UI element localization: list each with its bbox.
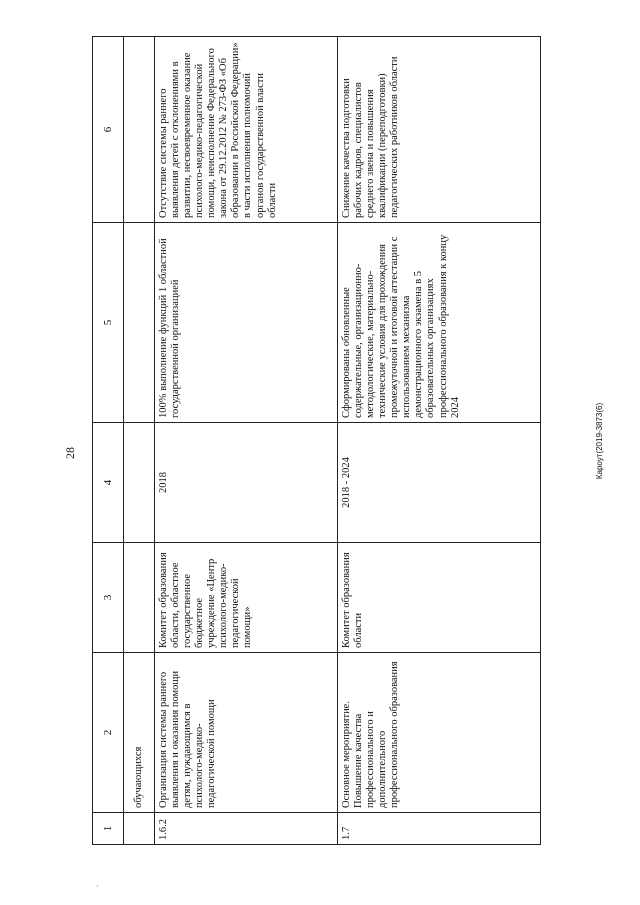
consequence: Отсутствие системы раннего выявления детей с отклонениями в развитии, несвоевременное оказание психолого-медико-педагогической помощи, неисполнение Федерального закона от 29.12.2012 № 273-ФЗ «Об образовании в Российской Федерации» в части исполнения полномочий органов государственной власти области bbox=[155, 37, 338, 223]
header-cell: 6 bbox=[93, 37, 124, 223]
event-name: Организация системы раннего выявления и оказания помощи детям, нуждающимся в психолого-медико-педагогической помощи bbox=[155, 653, 338, 813]
program-table bbox=[92, 36, 541, 845]
table-row bbox=[155, 37, 338, 845]
document-code: Кароут(2019-3873(6) bbox=[595, 402, 604, 480]
table-cell bbox=[124, 543, 155, 653]
event-name: Основное мероприятие. Повышение качества профессионального и дополнительного профессионального образования bbox=[338, 653, 541, 813]
period: 2018 bbox=[155, 423, 338, 543]
row-number: 1.6.2 bbox=[155, 813, 338, 845]
table-row bbox=[338, 37, 541, 845]
continuation-row bbox=[124, 37, 155, 845]
header-cell: 1 bbox=[93, 813, 124, 845]
page-number: 28 bbox=[63, 447, 77, 459]
table-cell bbox=[124, 813, 155, 845]
period: 2018 - 2024 bbox=[338, 423, 541, 543]
expected-result: 100% выполнение функций 1 областной государственной организацией bbox=[155, 223, 338, 423]
table-cell bbox=[124, 37, 155, 223]
table-cell bbox=[124, 223, 155, 423]
row-number: 1.7 bbox=[338, 813, 541, 845]
expected-result: Сформированы обновленные содержательные, организационно-методологические, материально-технические условия для прохождения промежуточной и итоговой аттестации с использованием механизма демонстрационного экзамена в 5 образовательных организациях профессионального образования к концу 2024 bbox=[338, 223, 541, 423]
header-cell: 3 bbox=[93, 543, 124, 653]
stray-mark: · bbox=[96, 882, 99, 891]
table-cell bbox=[124, 423, 155, 543]
continuation-text: обучающихся bbox=[124, 653, 155, 813]
header-cell: 2 bbox=[93, 653, 124, 813]
executor: Комитет образования области, областное государственное бюджетное учреждение «Центр психолого-медико-педагогической помощи» bbox=[155, 543, 338, 653]
header-row bbox=[93, 37, 124, 845]
header-cell: 4 bbox=[93, 423, 124, 543]
consequence: Снижение качества подготовки рабочих кадров, специалистов среднего звена и повышения квалификации (переподготовки) педагогических работников области bbox=[338, 37, 541, 223]
header-cell: 5 bbox=[93, 223, 124, 423]
executor: Комитет образования области bbox=[338, 543, 541, 653]
table-wrapper bbox=[92, 37, 540, 845]
